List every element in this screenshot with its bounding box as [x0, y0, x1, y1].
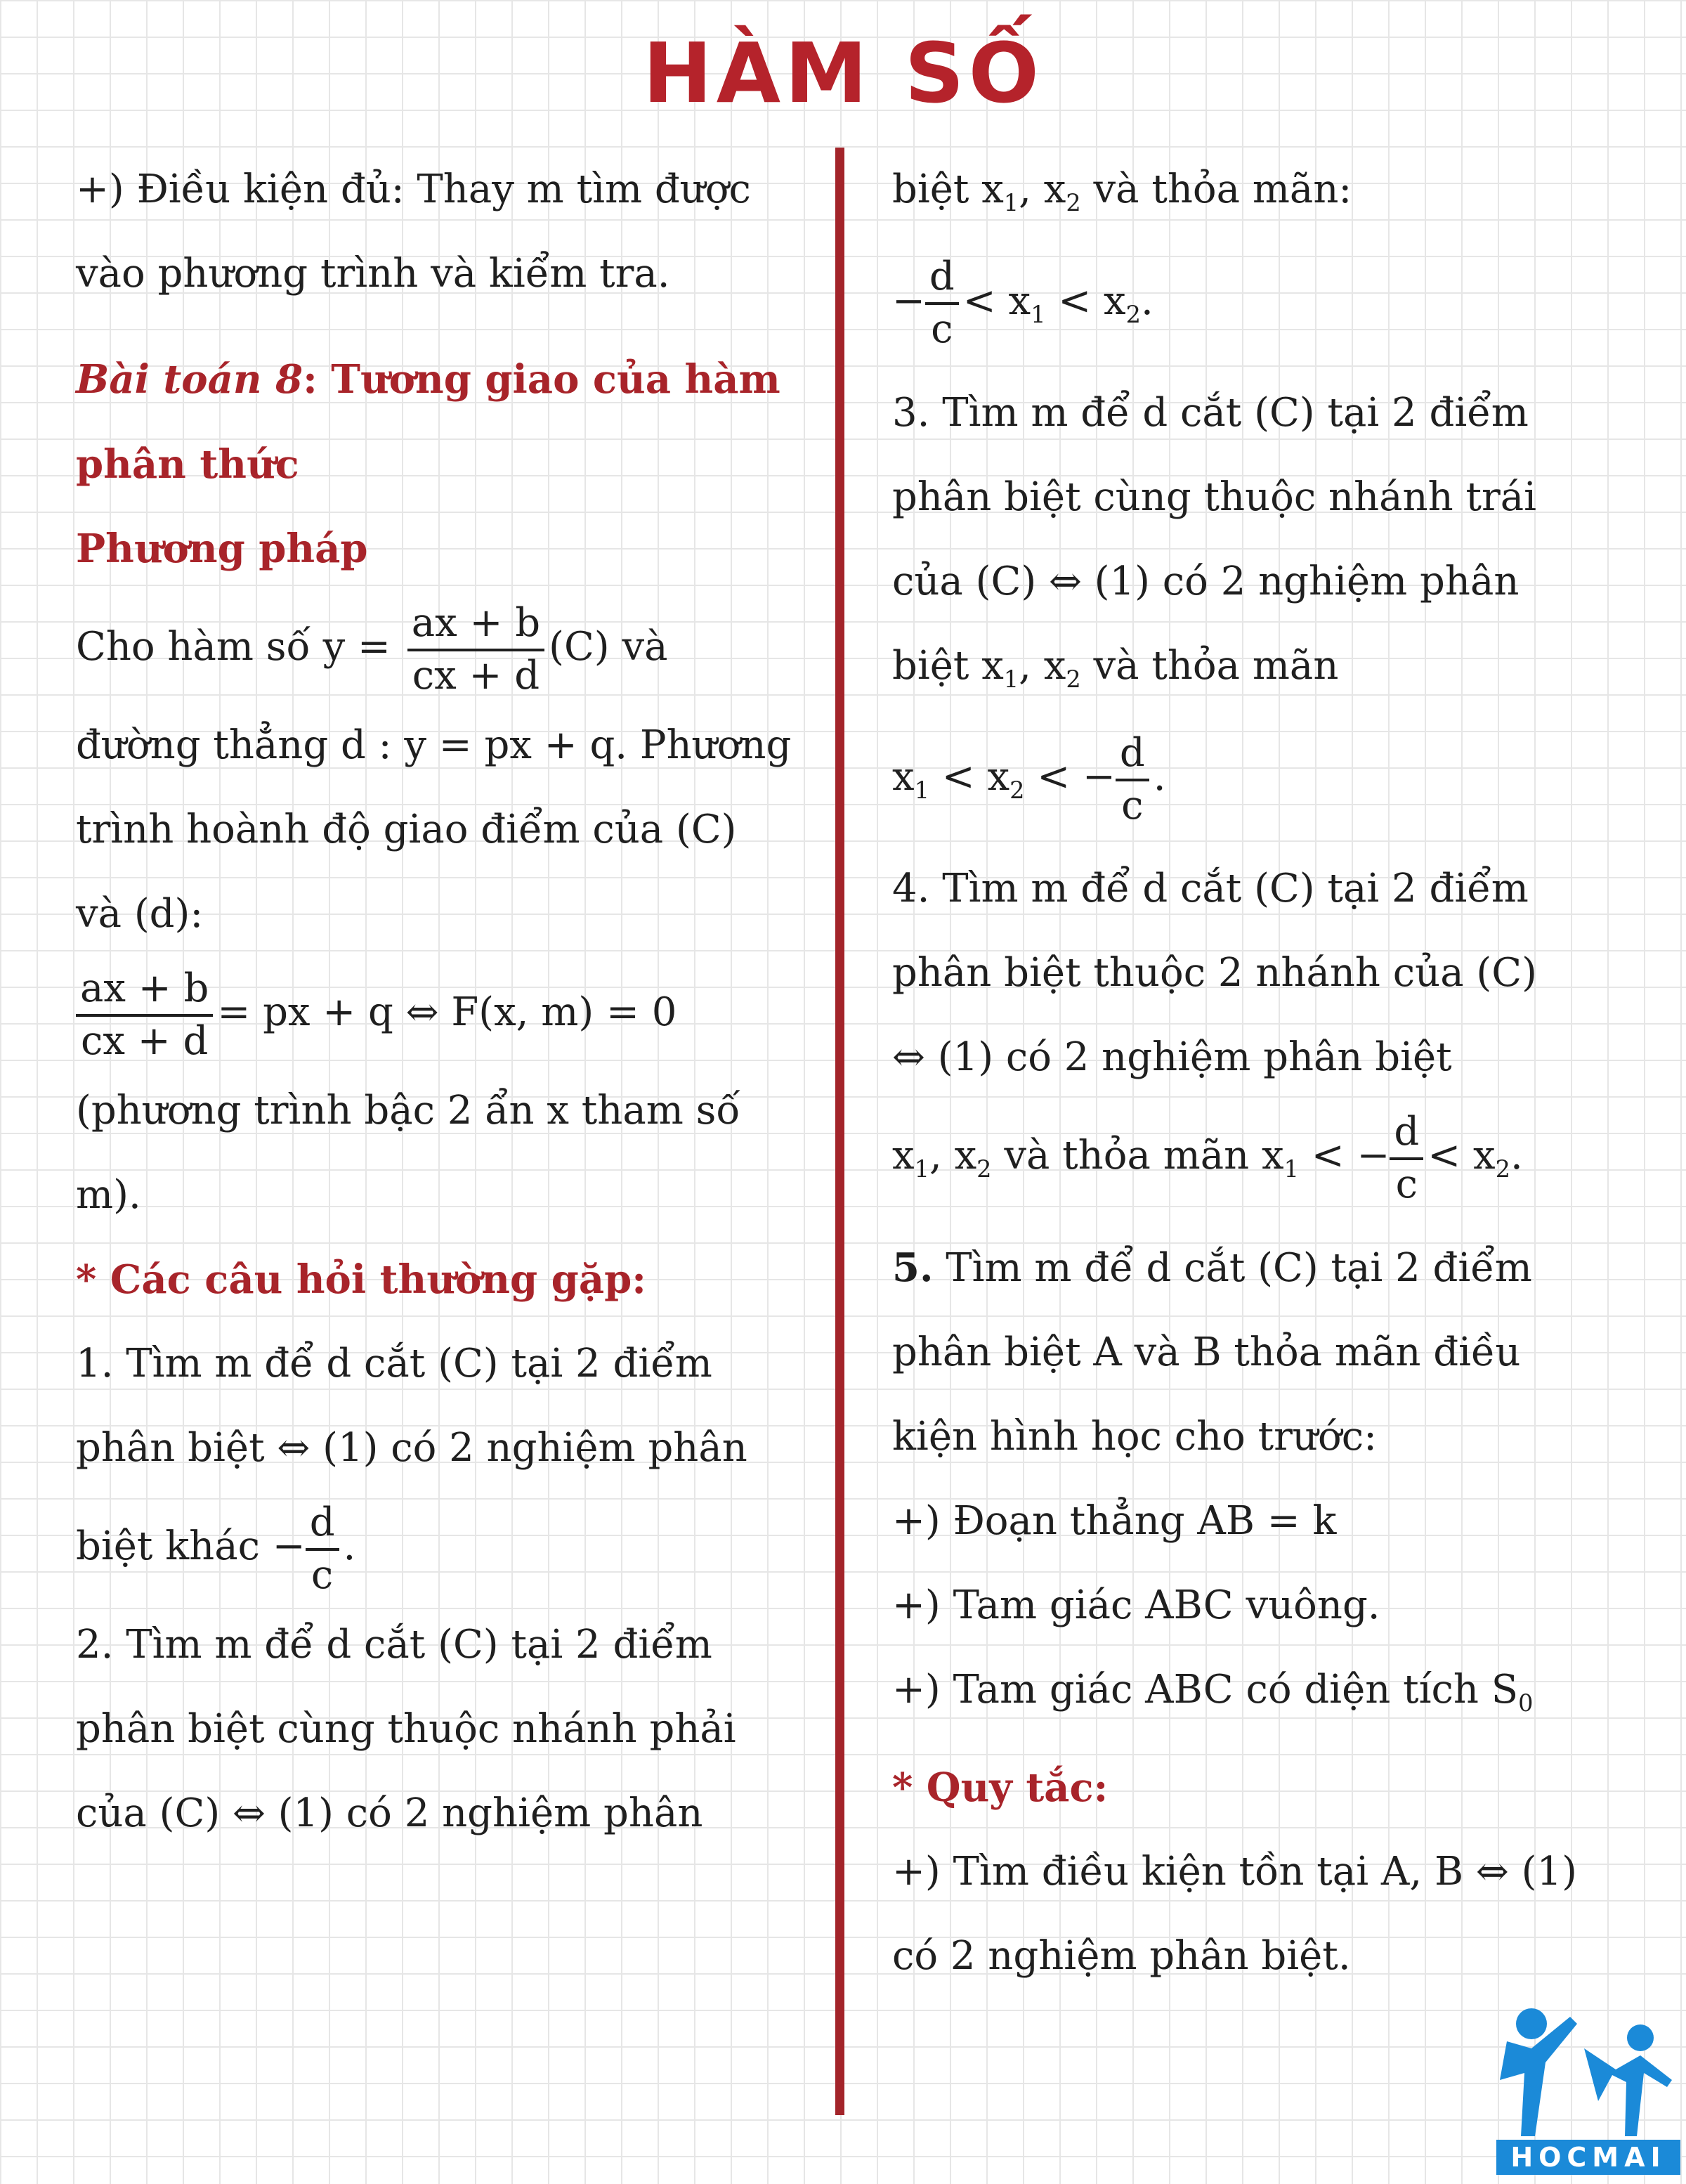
text-line: (phương trình bậc 2 ẩn x tham số — [76, 1088, 740, 1133]
text-line: phân biệt cùng thuộc nhánh phải — [76, 1706, 736, 1752]
text-line: phân biệt ⇔ (1) có 2 nghiệm phân — [76, 1425, 747, 1471]
question-number: 5. — [892, 1244, 934, 1291]
left-column — [76, 148, 821, 1856]
subscript: 1 — [914, 1155, 929, 1183]
numerator: ax + b — [407, 603, 544, 651]
period: . — [343, 1523, 356, 1569]
condition-line — [892, 148, 1623, 245]
denominator: c — [1121, 782, 1144, 828]
column-divider — [835, 148, 844, 2115]
text-line: vào phương trình và kiểm tra. — [76, 251, 670, 297]
text-span: Cho hàm số y = — [76, 624, 391, 670]
section-heading — [76, 337, 821, 422]
text-line: của (C) ⇔ (1) có 2 nghiệm phân — [892, 558, 1520, 604]
text-line: m). — [76, 1172, 141, 1218]
subscript: 1 — [1283, 1155, 1299, 1183]
subscript: 1 — [1031, 300, 1046, 328]
subscript: 2 — [976, 1155, 992, 1183]
text-line: và (d): — [76, 891, 204, 937]
numerator: d — [925, 256, 959, 305]
text-span: x — [892, 754, 915, 800]
condition-line — [892, 624, 1623, 722]
questions-heading: * Các câu hỏi thường gặp: — [76, 1256, 646, 1303]
page-title: HÀM SỐ — [643, 25, 1043, 122]
fraction — [306, 1499, 339, 1598]
numerator: ax + b — [76, 968, 213, 1017]
right-column — [892, 148, 1623, 1998]
fraction — [76, 965, 213, 1064]
text-span: biệt x — [892, 642, 1004, 689]
denominator: cx + d — [81, 1018, 209, 1064]
text-line: phân biệt thuộc 2 nhánh của (C) — [892, 950, 1537, 996]
text-span: < x — [1427, 1133, 1496, 1178]
fraction — [925, 256, 959, 351]
period: . — [1153, 754, 1166, 800]
fraction — [1390, 1108, 1423, 1207]
denominator: c — [311, 1552, 334, 1598]
inequality-2 — [892, 721, 1623, 847]
curve-label: (C) — [549, 624, 610, 670]
subscript: 2 — [1495, 1155, 1510, 1183]
fraction — [1116, 729, 1149, 828]
text-line: đường thẳng d : y = px + q. Phương — [76, 722, 792, 768]
text-span: , x — [1019, 642, 1066, 689]
period: . — [1510, 1133, 1523, 1178]
text-span: Tìm m để d cắt (C) tại 2 điểm — [933, 1244, 1532, 1291]
question-5-line — [892, 1226, 1623, 1311]
subscript: 2 — [1009, 776, 1025, 804]
equation-rhs: = px + q ⇔ F(x, m) = 0 — [217, 989, 677, 1035]
condition-line — [76, 1490, 821, 1603]
problem-title-cont: phân thức — [76, 441, 299, 488]
text-span: < x — [1045, 278, 1126, 324]
rule-heading: * Quy tắc: — [892, 1764, 1109, 1811]
text-span: < − — [1298, 1133, 1390, 1178]
logo-wordmark: HOCMAI — [1496, 2140, 1680, 2175]
numerator: d — [306, 1502, 339, 1551]
text-line: +) Tìm điều kiện tồn tại A, B ⇔ (1) — [892, 1848, 1577, 1894]
text-span: < x — [929, 754, 1010, 800]
text-line: +) Điều kiện đủ: Thay m tìm được — [76, 167, 751, 212]
denominator: cx + d — [412, 652, 540, 698]
text-span: +) Tam giác ABC có diện tích S — [892, 1666, 1519, 1712]
fraction — [407, 599, 544, 698]
text-line: của (C) ⇔ (1) có 2 nghiệm phân — [76, 1790, 703, 1836]
function-definition — [76, 591, 821, 703]
subscript: 0 — [1518, 1689, 1534, 1717]
text-line: có 2 nghiệm phân biệt. — [892, 1932, 1351, 1979]
text-span: và thỏa mãn: — [1080, 167, 1352, 212]
problem-title: : Tương giao của hàm — [303, 356, 780, 403]
numerator: d — [1116, 733, 1149, 781]
subscript: 2 — [1066, 188, 1081, 216]
text-span: biệt x — [892, 167, 1004, 212]
inequality-1 — [892, 245, 1623, 371]
numerator: d — [1390, 1112, 1423, 1160]
text-line: trình hoành độ giao điểm của (C) — [76, 807, 737, 852]
text-line: 4. Tìm m để d cắt (C) tại 2 điểm — [892, 866, 1529, 911]
condition-right-triangle: +) Tam giác ABC vuông. — [892, 1582, 1380, 1628]
text-span: , x — [1019, 167, 1066, 212]
text-span: và — [622, 624, 668, 670]
text-span: x — [892, 1133, 915, 1178]
text-span: , x — [929, 1133, 977, 1178]
text-line: 1. Tìm m để d cắt (C) tại 2 điểm — [76, 1341, 712, 1386]
text-span: và thỏa mãn — [1080, 642, 1339, 689]
denominator: c — [931, 306, 953, 353]
method-heading: Phương pháp — [76, 526, 368, 572]
text-span: và thỏa mãn x — [991, 1133, 1284, 1178]
condition-area — [892, 1648, 1623, 1746]
subscript: 2 — [1066, 665, 1081, 693]
problem-label: Bài toán 8 — [76, 356, 303, 403]
denominator: c — [1395, 1161, 1418, 1207]
equation — [76, 956, 821, 1069]
text-span: < − — [1024, 754, 1116, 800]
condition-ab: +) Đoạn thẳng AB = k — [892, 1497, 1337, 1544]
text-span: − — [892, 278, 925, 324]
text-line: kiện hình học cho trước: — [892, 1413, 1377, 1460]
subscript: 2 — [1125, 300, 1141, 328]
text-line: phân biệt A và B thỏa mãn điều — [892, 1329, 1521, 1375]
subscript: 1 — [914, 776, 929, 804]
subscript: 1 — [1003, 188, 1019, 216]
subscript: 1 — [1003, 665, 1019, 693]
text-line: ⇔ (1) có 2 nghiệm phân biệt — [892, 1034, 1452, 1080]
text-span: biệt khác − — [76, 1523, 306, 1569]
inequality-3 — [892, 1100, 1623, 1226]
period: . — [1140, 278, 1154, 324]
text-line: 2. Tìm m để d cắt (C) tại 2 điểm — [76, 1622, 712, 1668]
text-line: phân biệt cùng thuộc nhánh trái — [892, 474, 1537, 520]
text-line: 3. Tìm m để d cắt (C) tại 2 điểm — [892, 389, 1529, 436]
text-span: < x — [962, 278, 1031, 324]
